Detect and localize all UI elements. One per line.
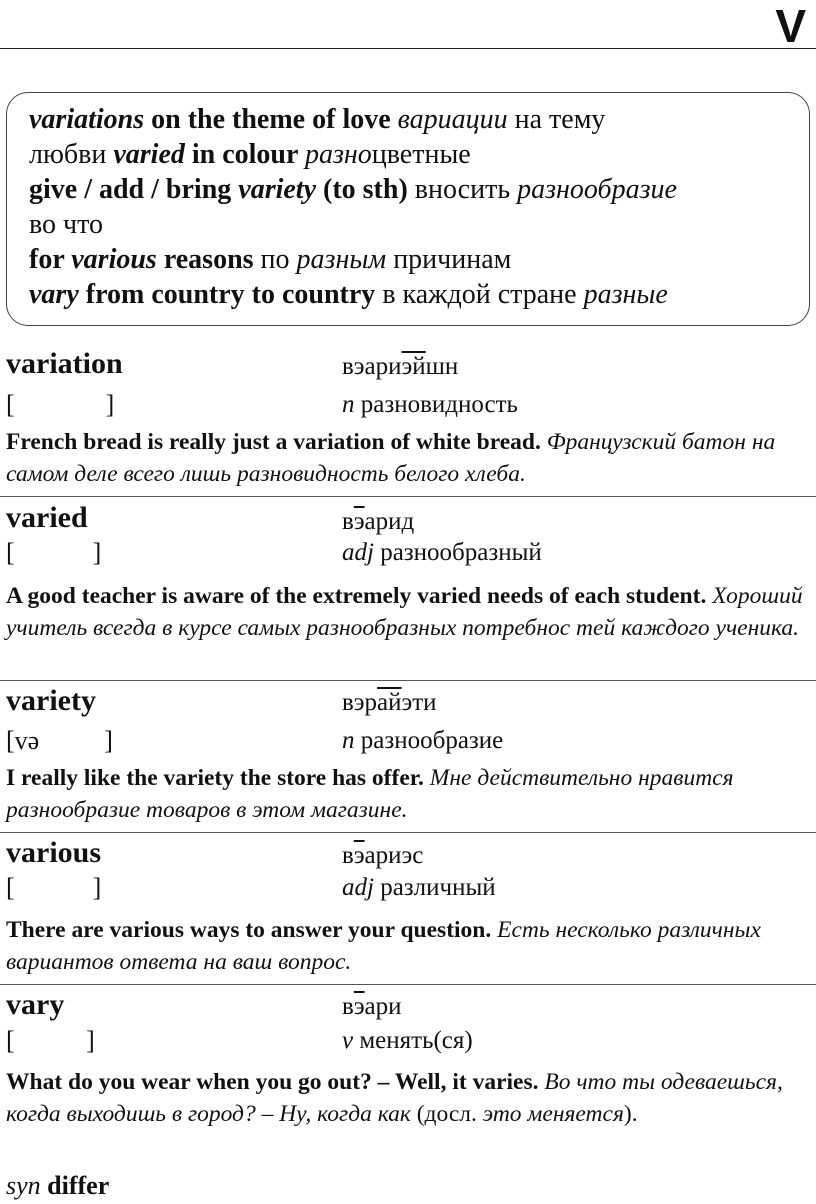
part-of-speech-definition: adj различный [342, 874, 496, 901]
part-of-speech-definition: adj разнообразный [342, 539, 542, 566]
collocation-line: give / add / bring variety (to sth) вносить разнообразие [29, 174, 677, 205]
entry-word: variety [6, 684, 96, 717]
usage-example: There are various ways to answer your question. Есть несколько различных вариантов ответа на ваш вопрос. [6, 917, 761, 975]
entry-word: vary [6, 988, 65, 1021]
transcription-bracket: [ ] [6, 1026, 95, 1055]
usage-example: I really like the variety the store has offer. Мне действительно нравится разнообразие товаров в этом магазине. [6, 765, 734, 823]
entry-divider [0, 680, 816, 681]
transliteration: вэарид [342, 508, 415, 535]
entry-divider [0, 984, 816, 985]
part-of-speech-definition: n разновидность [342, 391, 518, 418]
transliteration: вэрайэти [342, 689, 437, 716]
usage-example: French bread is really just a variation of white bread. Французский батон на самом деле всего лишь разновидность белого хлеба. [6, 429, 776, 487]
entry-word: various [6, 836, 102, 869]
synonym: syn differ [6, 1171, 110, 1200]
usage-example: A good teacher is aware of the extremely varied needs of each student. Хороший учитель всегда в курсе самых разнообразных потребнос тей каждого ученика. [6, 583, 803, 641]
collocation-line: любви varied in colour разноцветные [29, 139, 471, 170]
collocation-line: во что [29, 209, 103, 240]
entry-divider [0, 832, 816, 833]
header-rule [0, 48, 816, 49]
entry-divider [0, 496, 816, 497]
transcription-bracket: [ ] [6, 873, 102, 902]
entry-word: variation [6, 347, 123, 380]
transliteration: вэари [342, 993, 402, 1020]
collocation-box [6, 92, 810, 326]
collocation-line: for various reasons по разным причинам [29, 244, 512, 275]
collocation-line: variations on the theme of love вариации на тему [29, 104, 606, 135]
transcription-bracket: [ ] [6, 538, 102, 567]
page-letter: V [775, 0, 806, 52]
usage-example: What do you wear when you go out? – Well, it varies. Во что ты одеваешься, когда выходишь в город? – Ну, когда как (досл. это меняется). [6, 1069, 783, 1127]
collocation-line: vary from country to country в каждой стране разные [29, 279, 668, 310]
entry-word: varied [6, 501, 88, 534]
transcription-bracket: [və ] [6, 726, 113, 755]
transliteration: вэариэйшн [342, 353, 459, 380]
transcription-bracket: [ ] [6, 390, 115, 419]
transliteration: вэариэс [342, 842, 424, 869]
part-of-speech-definition: n разнообразие [342, 727, 504, 754]
part-of-speech-definition: v менять(ся) [342, 1027, 473, 1054]
